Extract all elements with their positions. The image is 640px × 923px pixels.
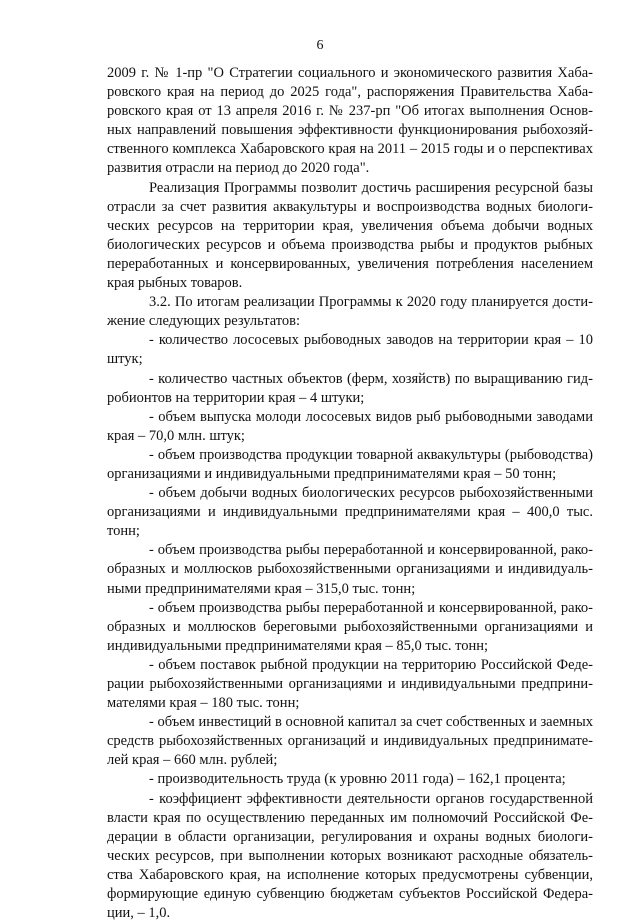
list-item: - коэффициент эффективности деятельности органов государственной власти края по осуществлению переданных им полномочий Российской Федерации в области организации, регулирования и охраны водных биологических ресурсов, при выполнении которых возникают расходные обязательства Хабаровского края, на исполнение которых предусмотрены субвенции, формирующие единую субвенцию бюджетам субъектов Российской Федерации, – 1,0. [107, 790, 593, 922]
list-item: - объем производства продукции товарной аквакультуры (рыбоводства) организациями и индивидуальными предпринимателями края – 50 тонн; [107, 446, 593, 482]
list-item: - объем производства рыбы переработанной и консервированной, ракообразных и моллюсков береговыми рыбохозяйственными организациями и индивидуальными предпринимателями края – 85,0 тыс. тонн; [107, 599, 593, 654]
list-item: - объем выпуска молоди лососевых видов рыб рыбоводными заводами края – 70,0 млн. штук; [107, 408, 593, 444]
page-number: 6 [316, 38, 324, 53]
list-item: - количество лососевых рыбоводных заводов на территории края – 10 штук; [107, 332, 593, 368]
list-item: - объем инвестиций в основной капитал за счет собственных и заемных средств рыбохозяйственных организаций и индивидуальных предпринимателей края – 660 млн. рублей; [107, 714, 593, 769]
paragraph-section-3-2: 3.2. По итогам реализации Программы к 2020 году планируется достижение следующих результатов: [107, 294, 593, 330]
list-item: - объем поставок рыбной продукции на территорию Российской Федерации рыбохозяйственными организациями и индивидуальными предпринимателями края – 180 тыс. тонн; [107, 656, 593, 712]
paragraph-continuation: 2009 г. № 1-пр "О Стратегии социального и экономического развития Хабаровского края на период до 2025 года", распоряжения Правительства Хабаровского края от 13 апреля 2016 г. № 237-рп "Об итогах выполнения Основных направлений повышения эффективности функционирования рыбохозяйственного комплекса Хабаровского края на 2011 – 2015 годы и о перспективах развития отрасли на период до 2020 года". [107, 65, 593, 177]
list-item: - количество частных объектов (ферм, хозяйств) по выращиванию гидробионтов на территории края – 4 штуки; [107, 370, 593, 406]
paragraph-program-outcome: Реализация Программы позволит достичь расширения ресурсной базы отрасли за счет развития аквакультуры и воспроизводства водных биологических ресурсов на территории края, увеличения объема добычи водных биологических ресурсов и объема производства рыбы и продуктов рыбных переработанных и консервированных, увеличения потребления населением края рыбных товаров. [107, 179, 593, 292]
list-item: - объем добычи водных биологических ресурсов рыбохозяйственными организациями и индивидуальными предпринимателями края – 400,0 тыс. тонн; [107, 485, 593, 540]
list-item: - объем производства рыбы переработанной и консервированной, ракообразных и моллюсков рыбохозяйственными организациями и индивидуальными предпринимателями края – 315,0 тыс. тонн; [107, 542, 593, 597]
document-body [107, 64, 593, 923]
list-item: - производительность труда (к уровню 2011 года) – 162,1 процента; [149, 771, 566, 788]
